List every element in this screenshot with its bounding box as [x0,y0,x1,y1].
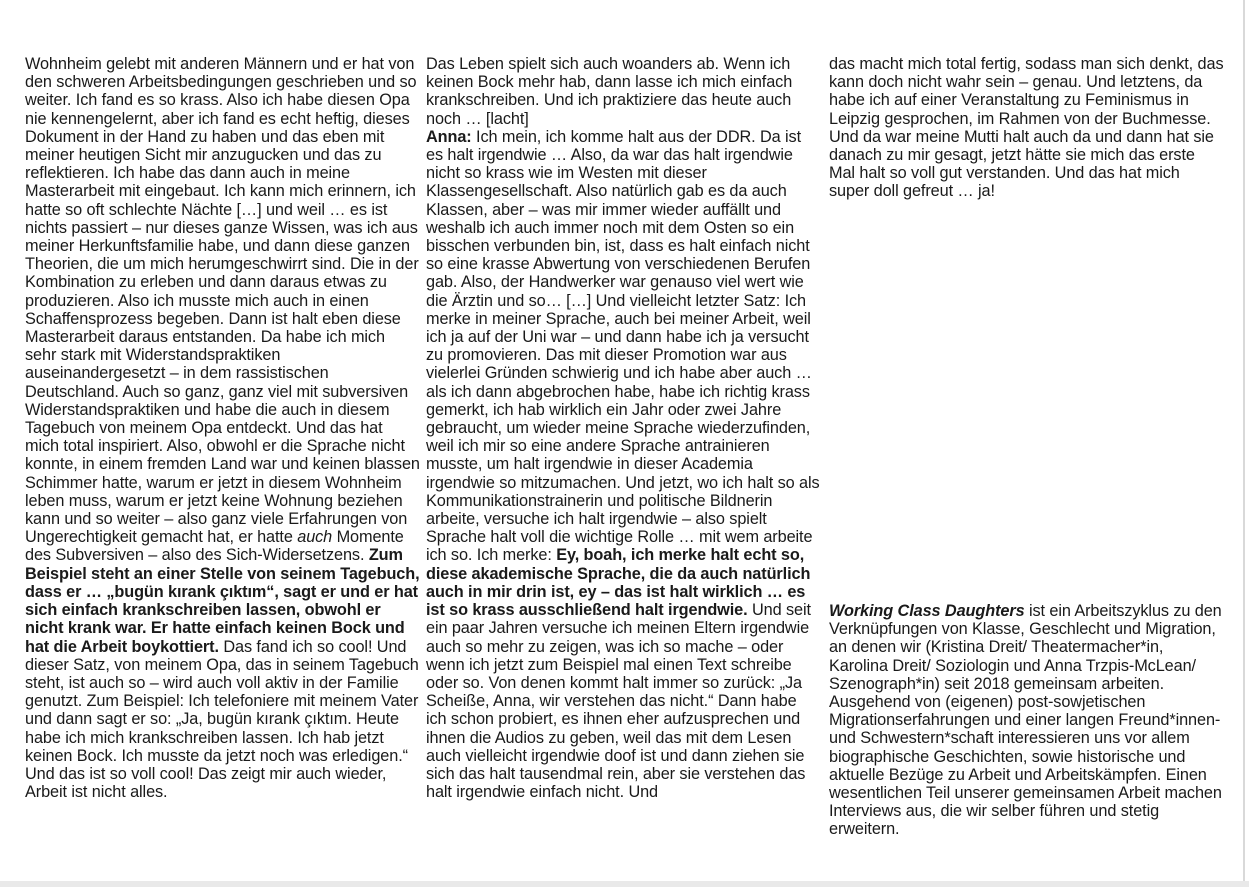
text-column-3 [829,55,1224,201]
highlighted-quote: Ey, boah, ich merke halt echt so, diese akademische Sprache, die da auch natürlich auch in mir drin ist, ey – das ist halt wirklich … es ist so krass ausschließend halt irgendwie. [426,546,811,620]
bottom-edge [0,881,1249,887]
emphasis-text: auch [297,528,333,547]
paragraph-text: das macht mich total fertig, sodass man sich denkt, das kann doch nicht wahr sein – genau. Und letztens, da habe ich auf einer Veranstaltung zu Feminismus in Leipzig gesprochen, im Rahmen von der Buchmesse. Und da war meine Mutti halt auch da und dann hat sie danach zu mir gesagt, jetzt hätte sie mich das erste Mal halt so voll gut verstanden. Und das hat mich super doll gefreut … ja! [829,55,1224,201]
interview-paragraph [426,128,821,802]
paragraph-text: Das Leben spielt sich auch woanders ab. Wenn ich keinen Bock mehr hab, dann lasse ich mich einfach krankschreiben. Und ich praktiziere das heute auch noch … [lacht] [426,55,793,128]
page-edge-divider [1243,0,1245,887]
interview-paragraph [25,55,420,801]
text-column-1 [25,55,420,801]
text-column-2 [426,55,821,801]
highlighted-quote: Zum Beispiel steht an einer Stelle von seinem Tagebuch, dass er … „bugün kırank çıktım“, sagt er und er hat sich einfach krankschreiben lassen, obwohl er nicht krank war. Er hatte einfach keinen Bock und hat die Arbeit boykottiert. [25,546,420,656]
project-title: Working Class Daughters [829,602,1025,620]
paragraph-text: Wohnheim gelebt mit anderen Männern und er hat von den schweren Arbeitsbedingungen geschrieben und so weiter. Ich fand es so krass. Also ich habe diesen Opa nie kennengelernt, aber ich fand es echt heftig, dieses Dokument in der Hand zu haben und das eben mit meiner heutigen Sicht mir anzugucken und das zu reflektieren. Ich habe das dann auch in meine Masterarbeit mit eingebaut. Ich kann mich erinnern, ich hatte so oft schlechte Nächte […] und weil … es ist nichts passiert – nur dieses ganze Wissen, was ich aus meiner Herkunftsfamilie habe, und dann diese ganzen Theorien, die um mich herumgeschwirrt sind. Die in der Kombination zu erleben und dann daraus etwas zu produzieren. Also ich musste mich auch in einen Schaffensprozess begeben. Dann ist halt eben diese Masterarbeit daraus entstanden. Da habe ich mich sehr stark mit Widerstandspraktiken auseinandergesetzt – in dem rassistischen Deutschland. Auch so ganz, ganz viel mit subversiven Widerstandspraktiken und habe die auch in diesem Tagebuch von meinem Opa entdeckt. Und das hat mich total inspiriert. Also, obwohl er die Sprache nicht konnte, in einem fremden Land war und keinen blassen Schimmer hatte, warum er jetzt in diesem Wohnheim leben muss, warum er jetzt keine Wohnung beziehen kann und so weiter – also ganz viele Erfahrungen von Ungerechtigkeit gemacht hat, er hatte [25,55,420,547]
credits-paragraph [829,602,1224,839]
paragraph-text: Das fand ich so cool! Und dieser Satz, von meinem Opa, das in seinem Tagebuch steht, ist auch so – wird auch voll aktiv in der Familie genutzt. Zum Beispiel: Ich telefoniere mit meinem Vater und dann sagt er so: „Ja, bugün kırank çıktım. Heute habe ich mich krankschreiben lassen. Ich hab jetzt keinen Bock. Ich musste da jetzt noch was erledigen.“ Und das ist so voll cool! Das zeigt mir auch wieder, Arbeit ist nicht alles. [25,637,419,802]
paragraph-text: Ich mein, ich komme halt aus der DDR. Da ist es halt irgendwie … Also, da war das halt irgendwie nicht so krass wie im Westen mit dieser Klassengesellschaft. Also natürlich gab es da auch Klassen, aber – was mir immer wieder auffällt und weshalb ich auch immer noch mit dem Osten so ein bisschen verbunden bin, ist, dass es halt einfach nicht so eine krasse Abwertung von verschiedenen Berufen gab. Also, der Handwerker war genauso viel wert wie die Ärztin und so… […] Und vielleicht letzter Satz: Ich merke in meiner Sprache, auch bei meiner Arbeit, weil ich ja auf der Uni war – und dann habe ich ja versucht zu promovieren. Das mit dieser Promotion war aus vielerlei Gründen schwierig und ich habe aber auch … als ich dann abgebrochen habe, habe ich richtig krass gemerkt, ich hab wirklich ein Jahr oder zwei Jahre gebraucht, um wieder meine Sprache wiederzufinden, weil ich mir so eine andere Sprache antrainieren musste, um halt irgendwie in dieser Academia irgendwie so mitzumachen. Und jetzt, wo ich halt so als Kommunikationstrainerin und politische Bildnerin arbeite, versuche ich halt irgendwie – also spielt Sprache halt voll die wichtige Rolle … mit wem arbeite ich so. Ich merke: [426,127,820,565]
paragraph-text: Momente des Subversiven – also des Sich-Widersetzens. [25,528,404,565]
credits-text: ist ein Arbeitszyklus zu den Verknüpfungen von Klasse, Geschlecht und Migration, an denen wir (Kristina Dreit/ Theatermacher*in, Karolina Dreit/ Soziologin und Anna Trzpis-McLean/ Szenograph*in) seit 2018 gemeinsam arbeiten. Ausgehend von (eigenen) post-sowjetischen Migrationserfahrungen und einer langen Freund*innen- und Schwestern*schaft interessieren uns vor allem biographische Geschichten, sowie historische und aktuelle Bezüge zu Arbeit und Arbeitskämpfen. Einen wesentlichen Teil unserer gemeinsamen Arbeit machen Interviews aus, die wir selber führen und stetig erweitern. [829,602,1222,839]
project-description [829,602,1224,839]
paragraph-text: Und seit ein paar Jahren versuche ich meinen Eltern irgendwie auch so mehr zu zeigen, was ich so mache – oder wenn ich jetzt zum Beispiel mal einen Text schreibe oder so. Von denen kommt halt immer so zurück: „Ja Scheiße, Anna, wir verstehen das nicht.“ Dann habe ich schon probiert, es ihnen eher aufzusprechen und ihnen die Audios zu geben, weil das mit dem Lesen auch vielleicht irgendwie doof ist und dann ziehen sie sich das halt tausendmal rein, aber sie verstehen das halt irgendwie einfach nicht. Und [426,601,811,802]
speaker-label: Anna: [426,127,472,146]
interview-paragraph [426,55,821,128]
interview-paragraph [829,55,1224,201]
